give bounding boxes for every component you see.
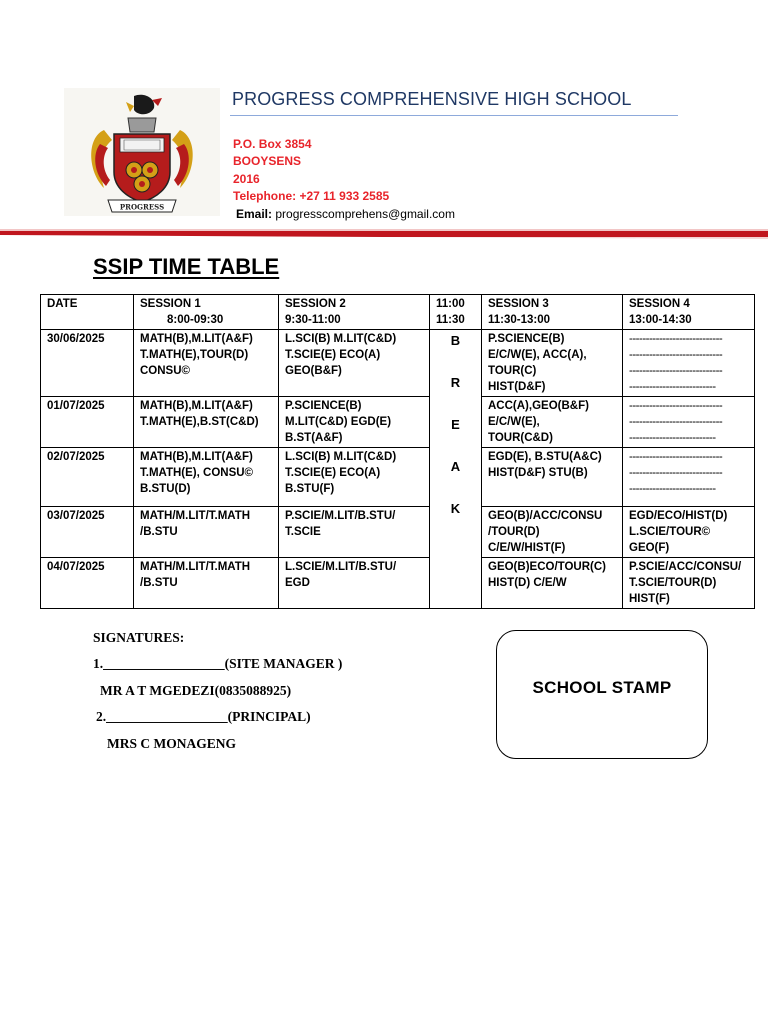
cell-session-1 bbox=[134, 330, 279, 397]
cell-session-3-line: HIST(D&F) STU(B) bbox=[488, 467, 588, 479]
cell-session-4-line: -------------------------- bbox=[629, 381, 716, 393]
date-text: 04/07/2025 bbox=[47, 561, 105, 573]
cell-session-4-line: ---------------------------- bbox=[629, 416, 723, 428]
cell-session-2 bbox=[279, 558, 430, 609]
cell-session-3 bbox=[482, 448, 623, 507]
timetable-header-row bbox=[41, 295, 755, 330]
timetable bbox=[40, 294, 755, 609]
cell-session-2-line: M.LIT(C&D) EGD(E) bbox=[285, 416, 392, 428]
cell-session-2 bbox=[279, 448, 430, 507]
cell-session-1 bbox=[134, 397, 279, 448]
break-letter: K bbox=[450, 501, 461, 516]
cell-session-4-line: ---------------------------- bbox=[629, 333, 723, 345]
signature-line-site-manager: 1.__________________(SITE MANAGER ) bbox=[93, 656, 343, 671]
cell-session-3 bbox=[482, 397, 623, 448]
cell-session-4-line: GEO(F) bbox=[629, 542, 670, 554]
date-text: 01/07/2025 bbox=[47, 400, 105, 412]
cell-session-1-line: CONSU© bbox=[140, 365, 191, 377]
timetable-row bbox=[41, 507, 755, 558]
email-line bbox=[236, 207, 455, 221]
cell-session-1-line: MATH(B),M.LIT(A&F) bbox=[140, 451, 253, 463]
cell-date bbox=[41, 558, 134, 609]
cell-session-1 bbox=[134, 507, 279, 558]
address-po-box: P.O. Box 3854 bbox=[233, 137, 312, 151]
cell-session-1 bbox=[134, 558, 279, 609]
cell-session-2-line: B.STU(F) bbox=[285, 483, 335, 495]
break-letter: E bbox=[451, 417, 460, 432]
cell-session-3-line: GEO(B)ECO/TOUR(C) bbox=[488, 561, 606, 573]
address-suburb: BOOYSENS bbox=[233, 154, 302, 168]
cell-session-4 bbox=[623, 558, 755, 609]
document-title: SSIP TIME TABLE bbox=[93, 254, 280, 279]
cell-session-2-line: L.SCI(B) M.LIT(C&D) bbox=[285, 333, 397, 345]
cell-session-4-line: ---------------------------- bbox=[629, 467, 723, 479]
cell-session-2-line: GEO(B&F) bbox=[285, 365, 342, 377]
email-label: Email: bbox=[236, 207, 273, 221]
cell-session-4-line: T.SCIE/TOUR(D) bbox=[629, 577, 717, 589]
cell-session-3-line: C/E/W/HIST(F) bbox=[488, 542, 566, 554]
cell-session-1-line: MATH/M.LIT/T.MATH bbox=[140, 510, 251, 522]
cell-session-4-line: ---------------------------- bbox=[629, 365, 723, 377]
cell-session-3-line: E/C/W(E), ACC(A), bbox=[488, 349, 587, 361]
timetable-row bbox=[41, 558, 755, 609]
cell-session-1-line: T.MATH(E),B.ST(C&D) bbox=[140, 416, 259, 428]
break-letter: B bbox=[450, 333, 461, 348]
cell-session-3-line: TOUR(C) bbox=[488, 365, 537, 377]
school-name-rule bbox=[230, 115, 678, 116]
cell-date bbox=[41, 507, 134, 558]
break-letter: A bbox=[450, 459, 461, 474]
cell-session-2 bbox=[279, 330, 430, 397]
cell-session-1 bbox=[134, 448, 279, 507]
cell-session-4-line: HIST(F) bbox=[629, 593, 670, 605]
cell-session-1-line: B.STU(D) bbox=[140, 483, 191, 495]
address-telephone: Telephone: +27 11 933 2585 bbox=[233, 189, 390, 203]
cell-date bbox=[41, 397, 134, 448]
signature-line-principal: 2.__________________(PRINCIPAL) bbox=[96, 709, 311, 724]
cell-session-2 bbox=[279, 507, 430, 558]
crest-motto: PROGRESS bbox=[119, 202, 165, 212]
cell-break bbox=[430, 330, 482, 609]
cell-session-1-line: MATH(B),M.LIT(A&F) bbox=[140, 333, 253, 345]
cell-session-4 bbox=[623, 330, 755, 397]
date-text: 30/06/2025 bbox=[47, 333, 105, 345]
break-letter: R bbox=[450, 375, 461, 390]
cell-session-2-line: T.SCIE bbox=[285, 526, 321, 538]
cell-session-4-line: EGD/ECO/HIST(D) bbox=[629, 510, 728, 522]
cell-session-1-line: T.MATH(E),TOUR(D) bbox=[140, 349, 249, 361]
cell-session-1-line: MATH(B),M.LIT(A&F) bbox=[140, 400, 253, 412]
header-session-4: SESSION 4 13:00-14:30 bbox=[623, 295, 755, 330]
timetable-row bbox=[41, 330, 755, 397]
header-session-3: SESSION 3 11:30-13:00 bbox=[482, 295, 623, 330]
cell-date bbox=[41, 330, 134, 397]
cell-session-4-line: L.SCIE/TOUR© bbox=[629, 526, 711, 538]
header-red-band bbox=[0, 229, 768, 239]
cell-session-3-line: GEO(B)/ACC/CONSU bbox=[488, 510, 603, 522]
cell-session-4-line: ---------------------------- bbox=[629, 451, 723, 463]
cell-session-3-line: /TOUR(D) bbox=[488, 526, 540, 538]
cell-session-4-line: -------------------------- bbox=[629, 432, 716, 444]
break-vertical-text bbox=[436, 331, 475, 541]
cell-session-3 bbox=[482, 330, 623, 397]
cell-session-1-line: /B.STU bbox=[140, 577, 178, 589]
header-session-1: SESSION 1 8:00-09:30 bbox=[134, 295, 279, 330]
cell-session-4-line: P.SCIE/ACC/CONSU/ bbox=[629, 561, 742, 573]
cell-session-3-line: E/C/W(E), bbox=[488, 416, 540, 428]
site-manager-name: MR A T MGEDEZI(0835088925) bbox=[100, 683, 292, 698]
email-value[interactable]: progresscomprehens@gmail.com bbox=[275, 207, 455, 221]
cell-session-2-line: L.SCI(B) M.LIT(C&D) bbox=[285, 451, 397, 463]
cell-session-2-line: B.ST(A&F) bbox=[285, 432, 343, 444]
school-name: PROGRESS COMPREHENSIVE HIGH SCHOOL bbox=[232, 89, 632, 109]
cell-session-1-line: /B.STU bbox=[140, 526, 178, 538]
cell-session-2 bbox=[279, 397, 430, 448]
cell-session-2-line: T.SCIE(E) ECO(A) bbox=[285, 349, 381, 361]
header-break-time: 11:00 11:30 bbox=[430, 295, 482, 330]
cell-session-3-line: P.SCIENCE(B) bbox=[488, 333, 565, 345]
cell-session-2-line: L.SCIE/M.LIT/B.STU/ bbox=[285, 561, 397, 573]
school-stamp-box bbox=[496, 630, 708, 759]
cell-session-3 bbox=[482, 558, 623, 609]
cell-session-3-line: TOUR(C&D) bbox=[488, 432, 553, 444]
cell-session-1-line: MATH/M.LIT/T.MATH bbox=[140, 561, 251, 573]
address-postal-code: 2016 bbox=[233, 172, 260, 186]
cell-session-1-line: T.MATH(E), CONSU© bbox=[140, 467, 254, 479]
timetable-row bbox=[41, 448, 755, 507]
principal-name: MRS C MONAGENG bbox=[107, 736, 236, 751]
crest-shield-icon bbox=[64, 88, 220, 216]
signatures-heading: SIGNATURES: bbox=[93, 630, 185, 645]
cell-session-3 bbox=[482, 507, 623, 558]
header-date: DATE bbox=[41, 295, 134, 330]
cell-session-2-line: EGD bbox=[285, 577, 310, 589]
cell-session-4 bbox=[623, 507, 755, 558]
cell-session-3-line: EGD(E), B.STU(A&C) bbox=[488, 451, 602, 463]
cell-session-4-line: -------------------------- bbox=[629, 483, 716, 495]
cell-session-2-line: T.SCIE(E) ECO(A) bbox=[285, 467, 381, 479]
timetable-row bbox=[41, 397, 755, 448]
date-text: 03/07/2025 bbox=[47, 510, 105, 522]
cell-session-4-line: ---------------------------- bbox=[629, 400, 723, 412]
school-stamp-label: SCHOOL STAMP bbox=[532, 678, 672, 697]
cell-date bbox=[41, 448, 134, 507]
date-text: 02/07/2025 bbox=[47, 451, 105, 463]
cell-session-4 bbox=[623, 397, 755, 448]
cell-session-2-line: P.SCIENCE(B) bbox=[285, 400, 362, 412]
cell-session-3-line: HIST(D&F) bbox=[488, 381, 546, 393]
cell-session-3-line: HIST(D) C/E/W bbox=[488, 577, 567, 589]
header-session-2: SESSION 2 9:30-11:00 bbox=[279, 295, 430, 330]
cell-session-3-line: ACC(A),GEO(B&F) bbox=[488, 400, 589, 412]
cell-session-4-line: ---------------------------- bbox=[629, 349, 723, 361]
cell-session-2-line: P.SCIE/M.LIT/B.STU/ bbox=[285, 510, 396, 522]
school-crest bbox=[64, 88, 220, 216]
cell-session-4 bbox=[623, 448, 755, 507]
